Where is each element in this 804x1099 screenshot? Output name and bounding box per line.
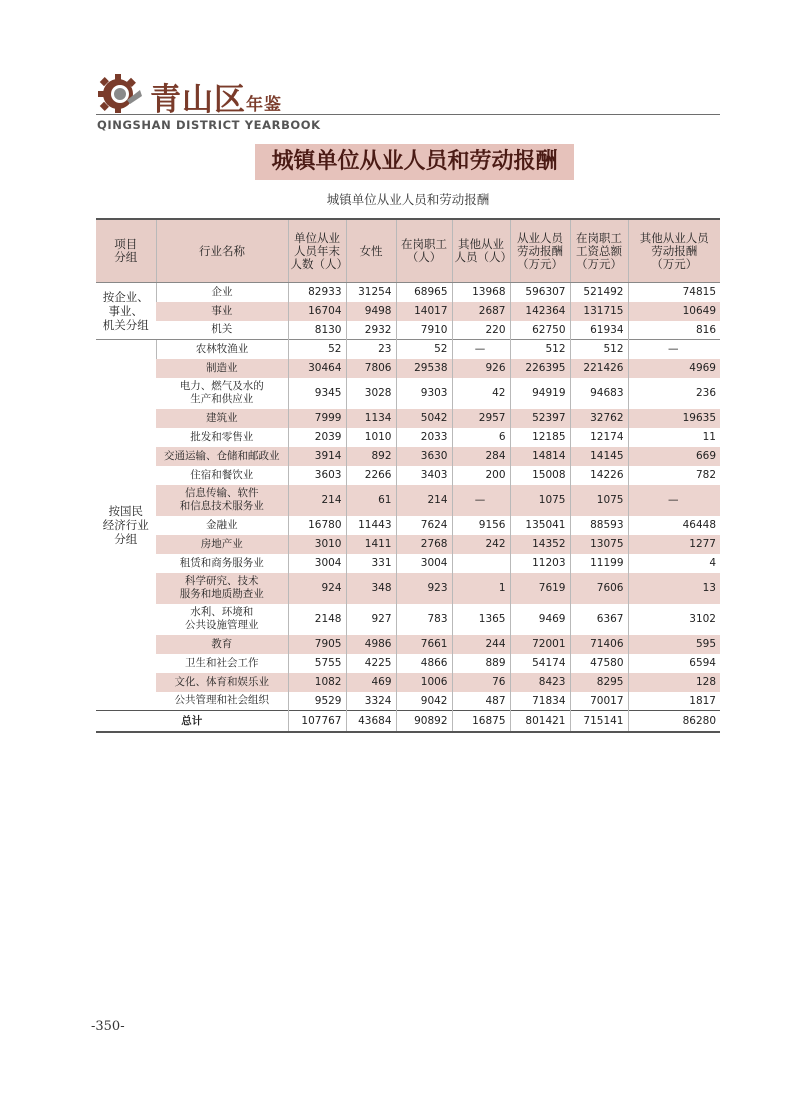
industry-name: 科学研究、技术 服务和地质勘查业 [156,573,288,604]
industry-name: 公共管理和社会组织 [174,694,269,707]
table-cell: 7910 [396,321,452,340]
table-cell: 7606 [570,573,628,604]
table-cell: 14352 [510,535,570,554]
table-cell: 816 [628,321,720,340]
table-cell: 14145 [570,447,628,466]
table-row [96,302,720,321]
employment-table [96,218,720,733]
table-cell: 226395 [510,359,570,378]
table-cell: 3010 [288,535,346,554]
column-header: 从业人员 劳动报酬 （万元） [510,219,570,283]
industry-name: 农林牧渔业 [156,340,288,359]
header-divider [96,114,720,115]
table-cell: 3028 [346,378,396,409]
table-cell: 595 [628,635,720,654]
section-title: 城镇单位从业人员和劳动报酬 [255,144,574,180]
table-cell: 29538 [396,359,452,378]
industry-name: 信息传输、软件 和信息技术服务业 [156,485,288,516]
table-cell: 32762 [570,409,628,428]
table-cell: — [628,340,720,359]
table-cell: 7619 [510,573,570,604]
table-caption: 城镇单位从业人员和劳动报酬 [326,192,490,207]
table-cell [452,554,510,573]
table-row [96,604,720,635]
table-cell: 52 [288,340,346,359]
table-cell: — [628,485,720,516]
table-cell: 669 [628,447,720,466]
yearbook-logo-icon [96,70,146,114]
table-cell: 6367 [570,604,628,635]
table-cell: 82933 [288,283,346,302]
table-cell: 1277 [628,535,720,554]
table-cell: 926 [452,359,510,378]
table-cell: 7999 [288,409,346,428]
table-cell: 1075 [570,485,628,516]
table-cell: 61 [346,485,396,516]
table-cell: 94919 [510,378,570,409]
table-cell: 23 [346,340,396,359]
table-cell: 9156 [452,516,510,535]
table-cell: 9469 [510,604,570,635]
table-cell: 52397 [510,409,570,428]
table-row [96,516,720,535]
table-cell: 889 [452,654,510,673]
table-row [96,428,720,447]
table-cell: 3324 [346,692,396,711]
table-cell: 54174 [510,654,570,673]
table-cell: 15008 [510,466,570,485]
table-cell: 14017 [396,302,452,321]
industry-name: 事业 [156,302,288,321]
table-cell: 3004 [288,554,346,573]
table-cell: 7905 [288,635,346,654]
table-row [96,321,720,340]
industry-name: 卫生和社会工作 [185,656,259,669]
table-cell: 90892 [396,711,452,732]
industry-name: 文化、体育和娱乐业 [156,673,288,692]
table-cell: 284 [452,447,510,466]
table-cell: 16704 [288,302,346,321]
industry-name: 企业 [156,283,288,302]
table-cell: 7806 [346,359,396,378]
table-cell: 715141 [570,711,628,732]
table-cell: 9529 [288,692,346,711]
table-cell: 236 [628,378,720,409]
table-cell: 14226 [570,466,628,485]
table-cell: 3004 [396,554,452,573]
table-cell: 94683 [570,378,628,409]
table-cell: 214 [396,485,452,516]
industry-name: 水利、环境和 公共设施管理业 [185,606,259,631]
industry-name: 电力、燃气及水的 生产和供应业 [179,380,264,405]
table-cell: 30464 [288,359,346,378]
table-cell: 3630 [396,447,452,466]
table-cell: 801421 [510,711,570,732]
industry-name: 批发和零售业 [190,430,254,443]
table-cell: 1082 [288,673,346,692]
table-cell: 31254 [346,283,396,302]
table-cell: 13 [628,573,720,604]
table-cell: 16780 [288,516,346,535]
table-cell: 11 [628,428,720,447]
table-cell: 135041 [510,516,570,535]
table-cell: 76 [452,673,510,692]
table-row [96,340,720,359]
table-cell: 68965 [396,283,452,302]
table-row [96,485,720,516]
table-cell: 9303 [396,378,452,409]
table-cell: 2033 [396,428,452,447]
table-row [96,535,720,554]
table-cell: 8295 [570,673,628,692]
column-header: 其他从业人员 劳动报酬 （万元） [628,219,720,283]
table-cell: 70017 [570,692,628,711]
industry-name: 租赁和商务服务业 [179,556,264,569]
table-cell: 9498 [346,302,396,321]
table-cell: 19635 [628,409,720,428]
table-cell: 5755 [288,654,346,673]
table-row [96,447,720,466]
table-cell: 2148 [288,604,346,635]
table-cell: 6 [452,428,510,447]
table-cell: 892 [346,447,396,466]
table-cell: 2957 [452,409,510,428]
table-cell: 86280 [628,711,720,732]
table-row [96,573,720,604]
column-header: 行业名称 [156,219,288,283]
table-cell: 71834 [510,692,570,711]
table-cell: 13075 [570,535,628,554]
table-cell: 8423 [510,673,570,692]
table-cell: 47580 [570,654,628,673]
table-cell: 3403 [396,466,452,485]
industry-name: 住宿和餐饮业 [190,468,254,481]
table-cell: 52 [396,340,452,359]
table-cell: 12185 [510,428,570,447]
table-row [96,654,720,673]
table-cell: 9345 [288,378,346,409]
table-cell: 512 [510,340,570,359]
industry-name: 教育 [156,635,288,654]
table-cell: 200 [452,466,510,485]
table-cell: 2932 [346,321,396,340]
table-header-row [96,219,720,283]
total-row [96,711,720,732]
industry-name: 房地产业 [156,535,288,554]
column-header: 在岗职工 工资总额 （万元） [570,219,628,283]
table-cell: 244 [452,635,510,654]
industry-name: 机关 [211,323,233,336]
table-cell: 88593 [570,516,628,535]
table-cell: 107767 [288,711,346,732]
table-cell: 596307 [510,283,570,302]
table-cell: 11443 [346,516,396,535]
column-header: 在岗职工 （人） [396,219,452,283]
table-cell: 11203 [510,554,570,573]
table-cell: 1075 [510,485,570,516]
table-cell: 12174 [570,428,628,447]
table-row [96,554,720,573]
table-cell: 8130 [288,321,346,340]
table-cell: 10649 [628,302,720,321]
table-cell: 61934 [570,321,628,340]
table-cell: — [452,340,510,359]
table-cell: 4 [628,554,720,573]
table-cell: 1 [452,573,510,604]
table-cell: 783 [396,604,452,635]
table-cell: 927 [346,604,396,635]
table-cell: 46448 [628,516,720,535]
table-cell: 72001 [510,635,570,654]
table-cell: 16875 [452,711,510,732]
table-cell: 1365 [452,604,510,635]
group-label: 按国民 经济行业 分组 [96,340,156,711]
table-cell: 128 [628,673,720,692]
table-cell: 214 [288,485,346,516]
table-cell: 521492 [570,283,628,302]
table-row [96,283,720,302]
table-cell: 512 [570,340,628,359]
industry-name: 制造业 [156,359,288,378]
table-cell: 924 [288,573,346,604]
table-cell: 7661 [396,635,452,654]
table-cell: 3914 [288,447,346,466]
table-row [96,673,720,692]
industry-name: 交通运输、仓储和邮政业 [156,447,288,466]
table-cell: 331 [346,554,396,573]
table-row [96,409,720,428]
table-cell: 43684 [346,711,396,732]
yearbook-title: 青山区年鉴 [150,82,282,118]
table-cell: 4866 [396,654,452,673]
table-cell: 1006 [396,673,452,692]
table-cell: 2768 [396,535,452,554]
table-cell: 2039 [288,428,346,447]
table-cell: 42 [452,378,510,409]
table-cell: 4969 [628,359,720,378]
table-cell: 242 [452,535,510,554]
table-cell: 2266 [346,466,396,485]
group-label: 按企业、 事业、 机关分组 [96,283,156,340]
table-cell: 2687 [452,302,510,321]
table-cell: 9042 [396,692,452,711]
table-cell: 3603 [288,466,346,485]
table-cell: 131715 [570,302,628,321]
table-row [96,378,720,409]
industry-name: 建筑业 [156,409,288,428]
table-cell: 62750 [510,321,570,340]
column-header: 女性 [346,219,396,283]
table-cell: 6594 [628,654,720,673]
table-cell: 220 [452,321,510,340]
total-label: 总计 [96,711,288,732]
industry-name: 金融业 [206,518,238,531]
column-header: 项目 分组 [96,219,156,283]
table-cell: 74815 [628,283,720,302]
column-header: 其他从业 人员（人） [452,219,510,283]
table-cell: 1817 [628,692,720,711]
table-cell: 923 [396,573,452,604]
table-cell: 3102 [628,604,720,635]
yearbook-subtitle: QINGSHAN DISTRICT YEARBOOK [97,118,321,132]
table-cell: 13968 [452,283,510,302]
table-cell: 11199 [570,554,628,573]
table-cell: 1010 [346,428,396,447]
table-row [96,635,720,654]
table-cell: 7624 [396,516,452,535]
table-cell: 142364 [510,302,570,321]
table-row [96,359,720,378]
table-cell: 782 [628,466,720,485]
table-cell: 348 [346,573,396,604]
table-row [96,692,720,711]
table-row [96,466,720,485]
table-cell: 14814 [510,447,570,466]
table-cell: — [452,485,510,516]
column-header: 单位从业 人员年末 人数（人） [288,219,346,283]
table-cell: 487 [452,692,510,711]
table-cell: 4225 [346,654,396,673]
page-number: -350- [91,1019,125,1034]
table-cell: 71406 [570,635,628,654]
table-cell: 5042 [396,409,452,428]
table-cell: 1134 [346,409,396,428]
table-cell: 4986 [346,635,396,654]
table-cell: 469 [346,673,396,692]
table-cell: 1411 [346,535,396,554]
table-cell: 221426 [570,359,628,378]
